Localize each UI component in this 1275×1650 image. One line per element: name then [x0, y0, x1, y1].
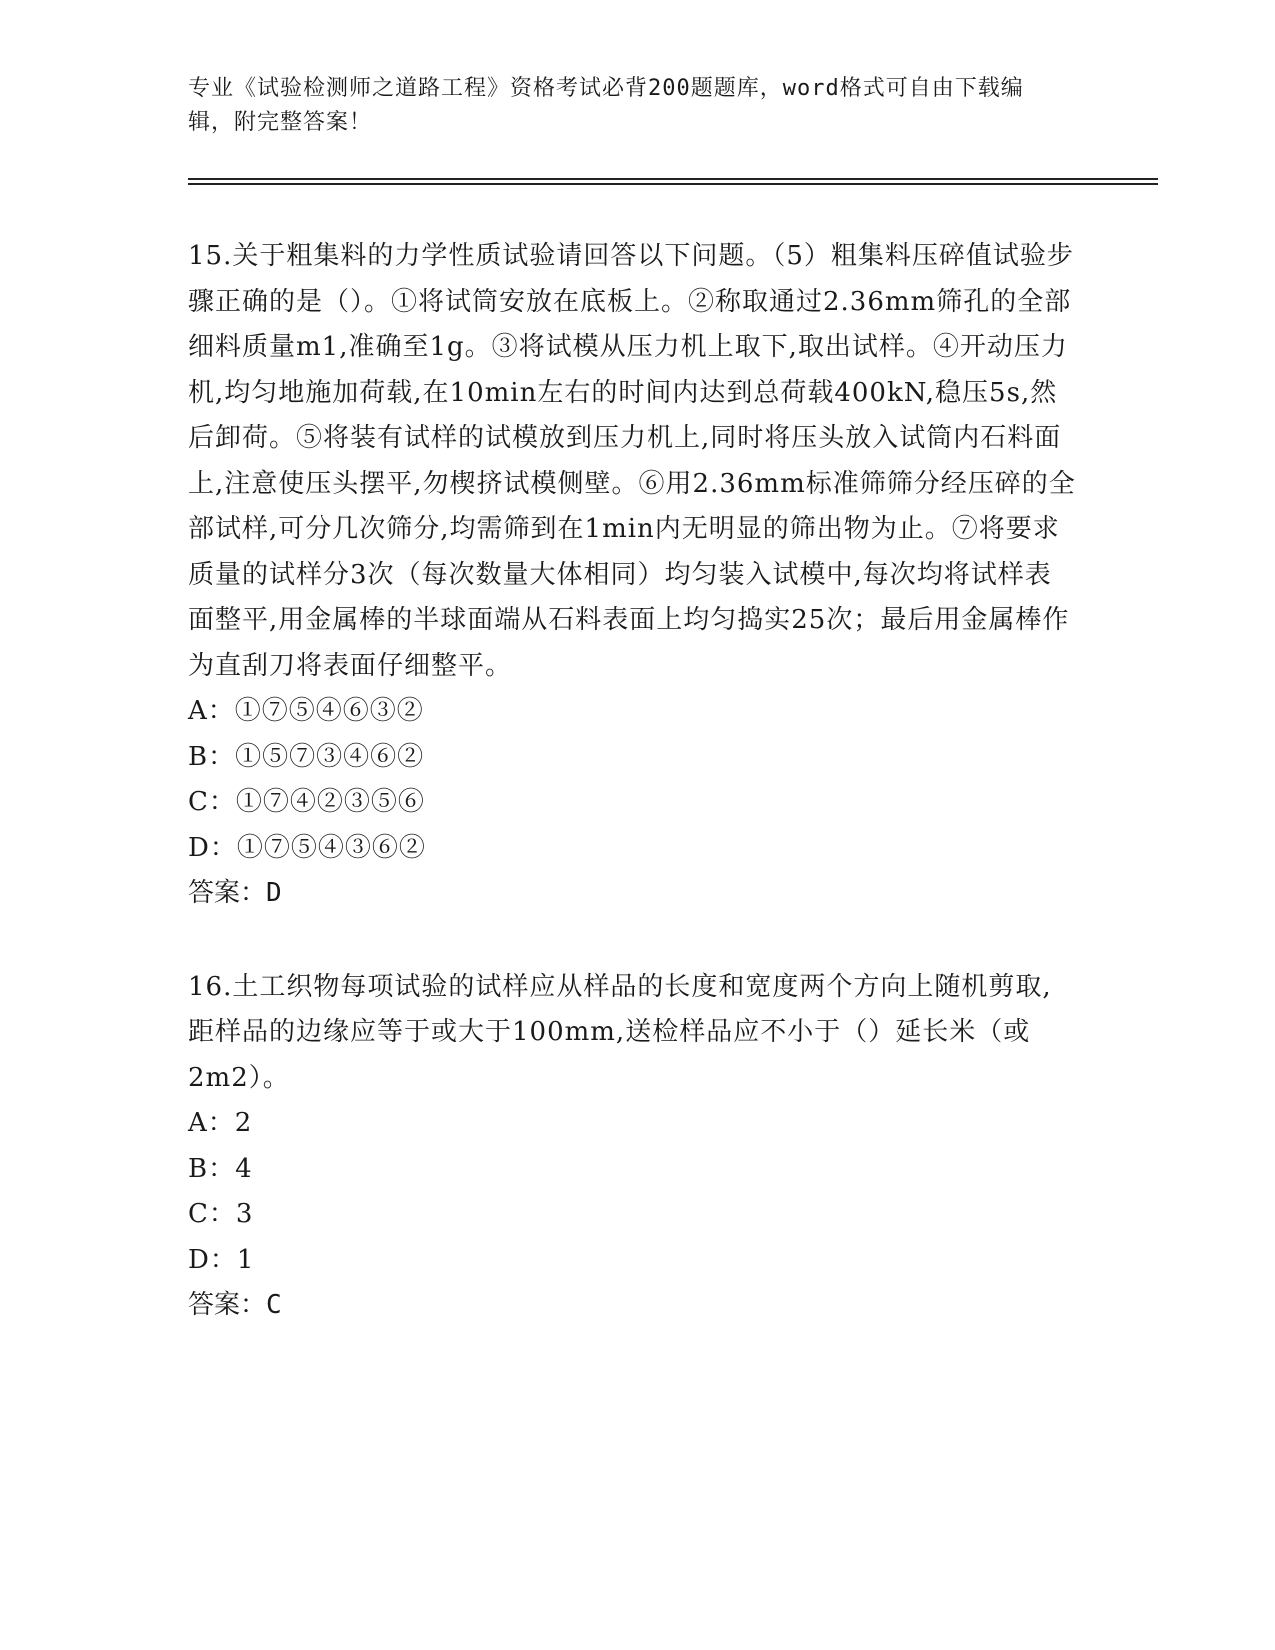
block-spacer [188, 917, 1078, 965]
document-body [188, 234, 1078, 1329]
question-stem: 15.关于粗集料的力学性质试验请回答以下问题。（5）粗集料压碎值试验步骤正确的是（）。①将试筒安放在底板上。②称取通过2.36mm筛孔的全部细料质量m1,准确至1g。③将试模从压力机上取下,取出试样。④开动压力机,均匀地施加荷载,在10min左右的时间内达到总荷载400kN,稳压5s,然后卸荷。⑤将装有试样的试模放到压力机上,同时将压头放入试筒内石料面上,注意使压头摆平,勿楔挤试模侧壁。⑥用2.36mm标准筛筛分经压碎的全部试样,可分几次筛分,均需筛到在1min内无明显的筛出物为止。⑦将要求质量的试样分3次（每次数量大体相同）均匀装入试模中,每次均将试样表面整平,用金属棒的半球面端从石料表面上均匀捣实25次；最后用金属棒作为直刮刀将表面仔细整平。 [188, 241, 1076, 681]
question-block-16 [188, 965, 1078, 1329]
question-stem: 16.土工织物每项试验的试样应从样品的长度和宽度两个方向上随机剪取,距样品的边缘应等于或大于100mm,送检样品应不小于（）延长米（或2m2）。 [188, 971, 1052, 1093]
option-d: D：①⑦⑤④③⑥② [188, 832, 426, 863]
option-c: C：①⑦④②③⑤⑥ [188, 787, 425, 817]
answer-label: 答案：C [188, 1290, 282, 1320]
option-b: B：4 [188, 1153, 253, 1184]
option-d: D：1 [188, 1244, 255, 1275]
answer-label: 答案：D [188, 878, 282, 908]
option-b: B：①⑤⑦③④⑥② [188, 741, 425, 772]
option-a: A：①⑦⑤④⑥③② [188, 696, 424, 726]
option-a: A：2 [188, 1108, 253, 1138]
header-rule-top [188, 178, 1158, 180]
question-block-15 [188, 234, 1078, 917]
option-c: C：3 [188, 1199, 254, 1229]
header-rule-bottom [188, 183, 1158, 185]
document-header: 专业《试验检测师之道路工程》资格考试必背200题题库，word格式可自由下载编辑，附完整答案！ [188, 76, 1024, 135]
